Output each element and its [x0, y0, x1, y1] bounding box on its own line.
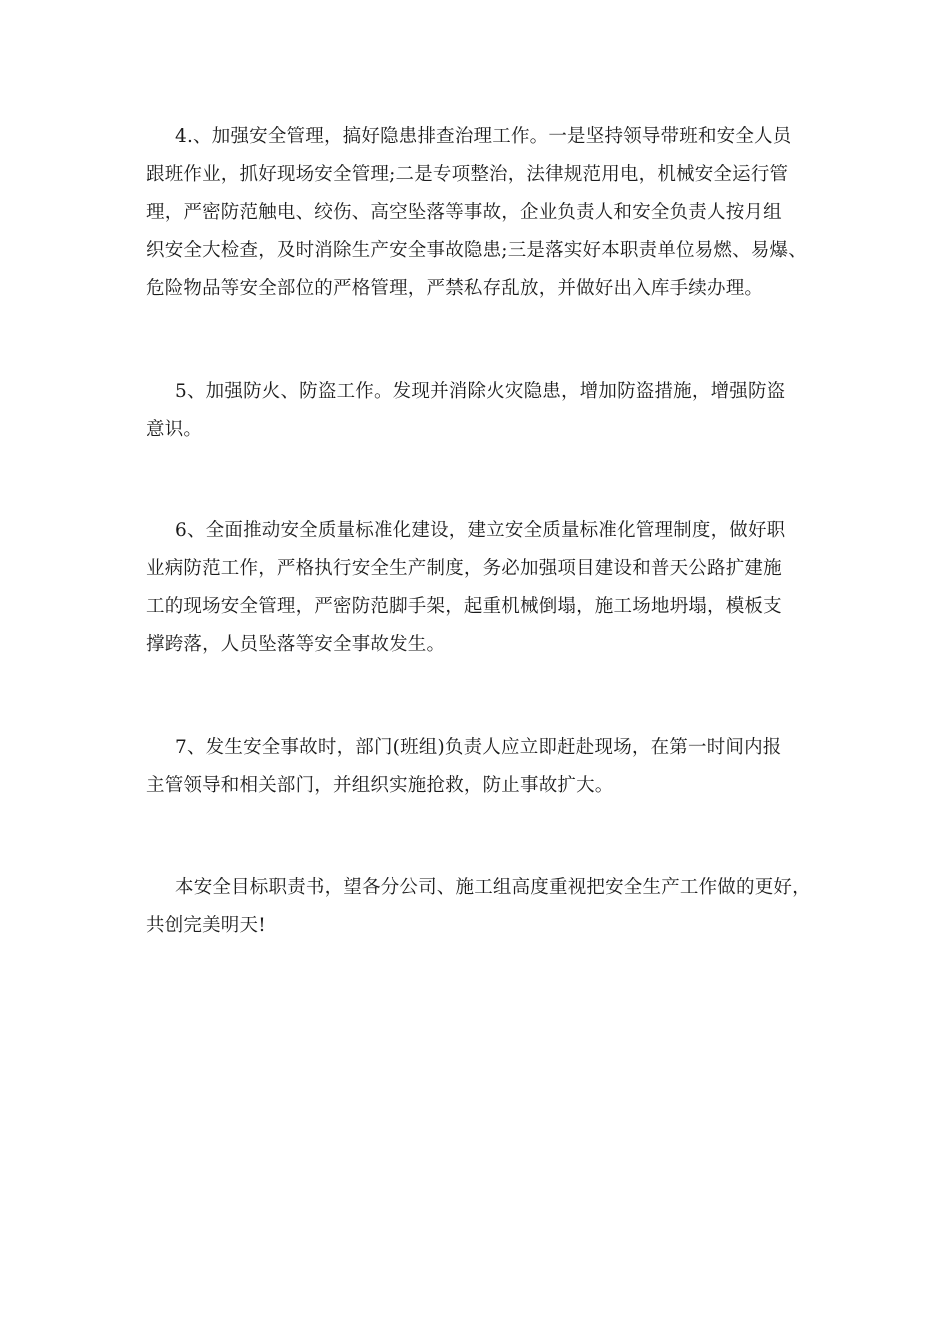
text-line: 意识。 — [146, 419, 203, 440]
text-line: 6、全面推动安全质量标准化建设，建立安全质量标准化管理制度，做好职 — [175, 520, 786, 541]
text-line: 理，严密防范触电、绞伤、高空坠落等事故，企业负责人和安全负责人按月组 — [146, 202, 782, 223]
text-line: 7、发生安全事故时，部门(班组)负责人应立即赶赴现场，在第一时间内报 — [175, 737, 782, 758]
text-line: 危险物品等安全部位的严格管理，严禁私存乱放，并做好出入库手续办理。 — [146, 278, 764, 299]
text-line: 业病防范工作，严格执行安全生产制度，务必加强项目建设和普天公路扩建施 — [146, 558, 782, 579]
text-line: 本安全目标职责书，望各分公司、施工组高度重视把安全生产工作做的更好， — [175, 877, 811, 898]
text-line: 跟班作业，抓好现场安全管理;二是专项整治，法律规范用电，机械安全运行管 — [146, 164, 789, 185]
text-line: 4.、加强安全管理，搞好隐患排查治理工作。一是坚持领导带班和安全人员 — [175, 126, 792, 147]
text-line: 5、加强防火、防盗工作。发现并消除火灾隐患，增加防盗措施，增强防盗 — [175, 381, 786, 402]
text-line: 织安全大检查，及时消除生产安全事故隐患;三是落实好本职责单位易燃、易爆、 — [146, 240, 807, 261]
text-line: 撑跨落，人员坠落等安全事故发生。 — [146, 634, 446, 655]
text-line: 共创完美明天! — [146, 915, 266, 936]
text-line: 工的现场安全管理，严密防范脚手架，起重机械倒塌，施工场地坍塌，模板支 — [146, 596, 782, 617]
text-line: 主管领导和相关部门，并组织实施抢救，防止事故扩大。 — [146, 775, 614, 796]
